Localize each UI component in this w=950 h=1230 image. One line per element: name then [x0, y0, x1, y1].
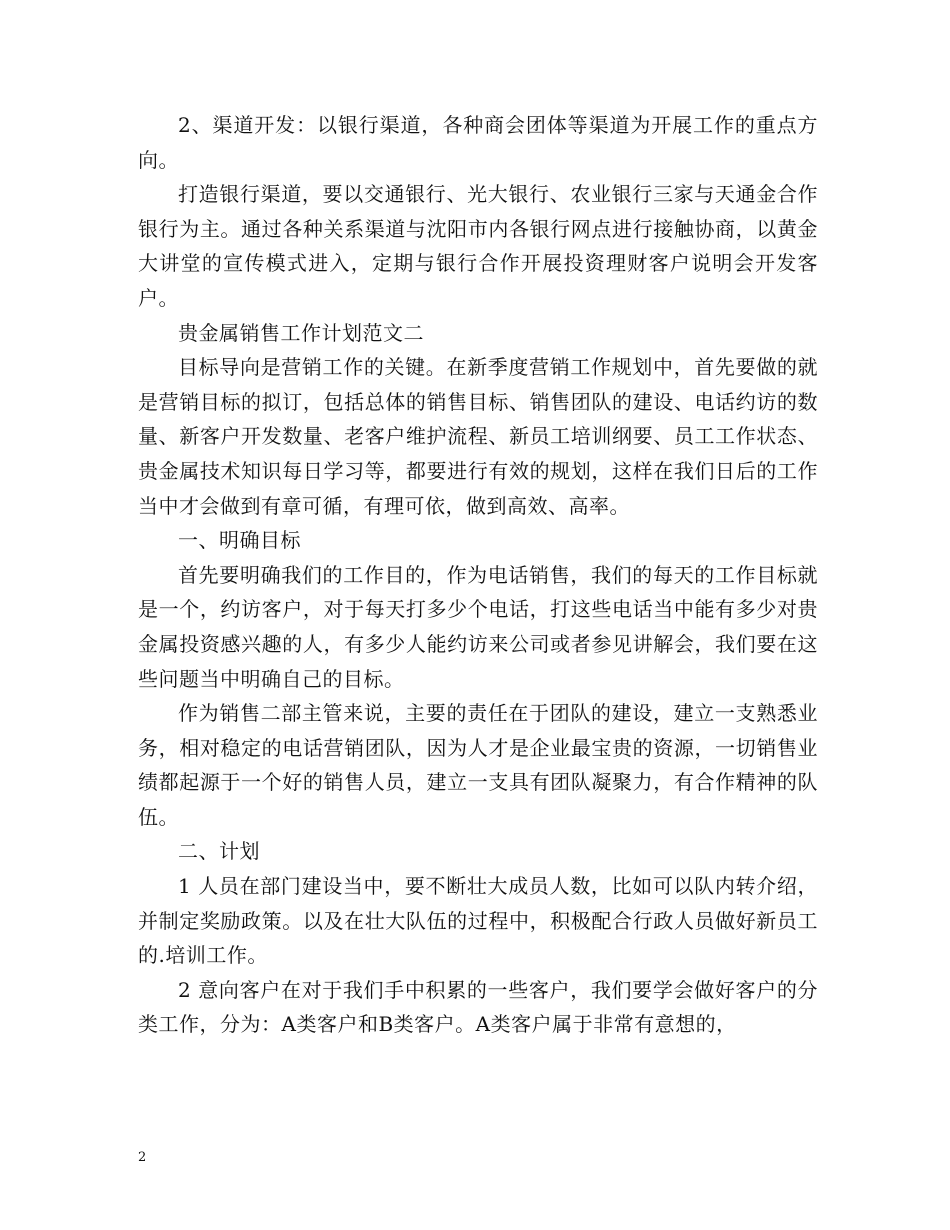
paragraph-channel-development: 2、渠道开发：以银行渠道，各种商会团体等渠道为开展工作的重点方向。 — [138, 113, 818, 172]
paragraph-bank-channel: 打造银行渠道，要以交通银行、光大银行、农业银行三家与天通金合作银行为主。通过各种关系渠道与沈阳市内各银行网点进行接触协商，以黄金大讲堂的宣传模式进入，定期与银行合作开展投资理财客户说明会开发客户。 — [138, 182, 818, 310]
paragraph-staffing: 1 人员在部门建设当中，要不断壮大成员人数，比如可以队内转介绍，并制定奖励政策。以及在壮大队伍的过程中，积极配合行政人员做好新员工的.培训工作。 — [138, 874, 818, 968]
section-title-sample-two: 贵金属销售工作计划范文二 — [178, 320, 424, 345]
paragraph-goal-orientation: 目标导向是营销工作的关键。在新季度营销工作规划中，首先要做的就是营销目标的拟订，包括总体的销售目标、销售团队的建设、电话约访的数量、新客户开发数量、老客户维护流程、新员工培训纲要、员工工作状态、贵金属技术知识每日学习等，都要进行有效的规划，这样在我们日后的工作当中才会做到有章可循，有理可依，做到高效、高率。 — [138, 355, 818, 518]
heading-plan: 二、计划 — [178, 839, 260, 864]
paragraph-team-building: 作为销售二部主管来说，主要的责任在于团队的建设，建立一支熟悉业务，相对稳定的电话营销团队，因为人才是企业最宝贵的资源，一切销售业绩都起源于一个好的销售人员，建立一支具有团队凝聚力，有合作精神的队伍。 — [138, 701, 818, 829]
heading-clear-goals: 一、明确目标 — [178, 528, 301, 553]
page-number: 2 — [138, 1150, 147, 1165]
paragraph-work-purpose: 首先要明确我们的工作目的，作为电话销售，我们的每天的工作目标就是一个，约访客户，对于每天打多少个电话，打这些电话当中能有多少对贵金属投资感兴趣的人，有多少人能约访来公司或者参见讲解会，我们要在这些问题当中明确自己的目标。 — [138, 562, 818, 691]
paragraph-prospects: 2 意向客户在对于我们手中积累的一些客户，我们要学会做好客户的分类工作，分为：A类客户和B类客户。A类客户属于非常有意想的， — [138, 977, 818, 1037]
document-page — [138, 108, 818, 1042]
